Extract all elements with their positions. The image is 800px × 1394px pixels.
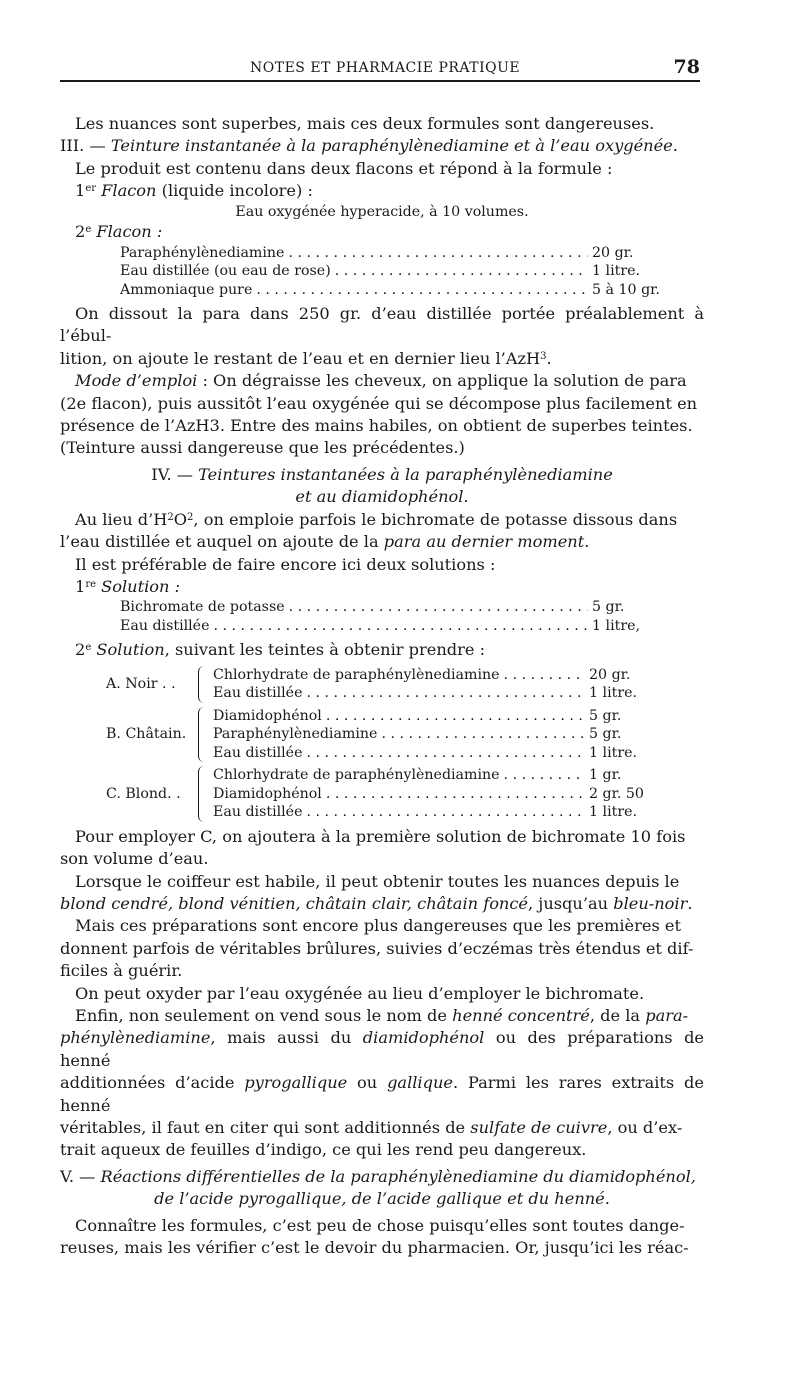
italic-text: sulfate de cuivre: [470, 1118, 608, 1137]
ingredient: Chlorhydrate de paraphénylènediamine: [213, 666, 500, 683]
section-heading-v: [60, 1166, 704, 1188]
italic-text: diamidophénol: [362, 1028, 485, 1048]
text: ou: [347, 1073, 388, 1093]
ordinal: 1: [75, 576, 86, 596]
header-title: NOTES ET PHARMACIE PRATIQUE: [250, 60, 521, 76]
paragraph: [60, 370, 704, 392]
text: , mais aussi du: [210, 1028, 363, 1048]
ingredient: Ammoniaque pure: [120, 281, 253, 298]
heading-number: III. —: [60, 136, 106, 156]
quantity: 20 gr.: [592, 244, 634, 261]
text: .: [546, 348, 552, 368]
paragraph: Les nuances sont superbes, mais ces deux formules sont dangereuses.: [75, 114, 655, 133]
heading-number: V. —: [60, 1166, 96, 1186]
recipe-row: [213, 766, 657, 785]
section-heading-iv: [60, 464, 704, 486]
superscript: 2: [167, 511, 174, 523]
text: , ou d’ex-: [607, 1118, 683, 1137]
heading-number: IV. —: [151, 464, 193, 484]
recipe-row: [120, 281, 660, 300]
flacon-desc: (liquide incolore) :: [161, 181, 313, 201]
paragraph-cont: [60, 1117, 704, 1139]
paragraph-cont: [60, 893, 704, 915]
leader-dots: [326, 707, 585, 726]
text: : On dégraisse les cheveux, on applique la solution de para: [197, 371, 687, 391]
quantity: 1 litre.: [592, 263, 641, 280]
superscript: 2: [187, 511, 194, 523]
page-body: [60, 113, 704, 1259]
recipe-row: [213, 785, 657, 804]
ordinal-sup: re: [85, 578, 97, 590]
italic-text: para au dernier moment: [383, 532, 585, 552]
ordinal: 2: [75, 640, 86, 660]
quantity: 5 gr.: [589, 726, 622, 743]
heading-title: Teinture instantanée à la paraphénylènediamine et à l’eau oxygénée.: [110, 136, 678, 156]
section-heading-iii: [60, 135, 704, 157]
shade-group-c: [106, 766, 704, 822]
flacon-label: Flacon :: [96, 222, 163, 242]
paragraph-cont: (Teinture aussi dangereuse que les précédentes.): [60, 438, 465, 458]
quantity: 1 litre.: [589, 804, 638, 821]
text: Au lieu d’H: [75, 509, 168, 529]
text: additionnées d’acide: [60, 1073, 245, 1093]
paragraph: Connaître les formules, c’est peu de chose puisqu’elles sont toutes dange-: [75, 1215, 685, 1235]
quantity: 1 litre.: [589, 685, 638, 702]
text: .: [584, 532, 590, 552]
paragraph-cont: (2e flacon), puis aussitôt l’eau oxygénée qui se décompose plus facilement en: [60, 393, 698, 413]
flacon-1-content: Eau oxygénée hyperacide, à 10 volumes.: [235, 203, 529, 220]
ingredient: Diamidophénol: [213, 785, 322, 802]
flacon-label: Flacon: [101, 181, 157, 201]
italic-text: para-: [645, 1005, 689, 1025]
leader-dots: [504, 766, 585, 785]
italic-text: blond cendré, blond vénitien, châtain clair, châtain foncé: [60, 893, 529, 913]
paragraph-cont: [60, 1027, 704, 1072]
leader-dots: [381, 725, 585, 744]
ingredient: Eau distillée: [213, 744, 303, 761]
paragraph: Lorsque le coiffeur est habile, il peut obtenir toutes les nuances depuis le: [75, 871, 680, 891]
italic-text: henné concentré: [452, 1005, 590, 1025]
brace: [198, 707, 209, 763]
text: , suivant les teintes à obtenir prendre :: [164, 640, 486, 660]
quantity: 1 litre,: [592, 617, 641, 634]
heading-title: Teintures instantanées à la paraphénylènediamine: [198, 464, 613, 484]
paragraph: [60, 509, 704, 531]
text: ou des préparations de henné: [60, 1028, 705, 1070]
paragraph-cont: trait aqueux de feuilles d’indigo, ce qui les rend peu dangereux.: [60, 1140, 587, 1160]
shade-group-b: [106, 707, 704, 763]
quantity: 5 gr.: [592, 599, 625, 616]
italic-text: bleu-noir: [613, 893, 688, 913]
ingredient: Eau distillée (ou eau de rose): [120, 263, 331, 280]
paragraph-cont: [60, 348, 704, 370]
superscript: 3: [540, 350, 547, 362]
ingredient: Eau distillée: [213, 685, 303, 702]
text: .: [687, 893, 693, 913]
ordinal: 2: [75, 222, 86, 242]
text: O: [173, 509, 188, 529]
solution-label: Solution: [96, 640, 165, 660]
quantity: 5 gr.: [589, 707, 622, 724]
ingredient: Eau distillée: [213, 804, 303, 821]
text: Enfin, non seulement on vend sous le nom de: [75, 1005, 453, 1025]
paragraph-cont: ficiles à guérir.: [60, 961, 183, 981]
shade-label: A. Noir . .: [106, 675, 176, 692]
paragraph: Pour employer C, on ajoutera à la première solution de bichromate 10 fois: [75, 826, 686, 846]
paragraph: Le produit est contenu dans deux flacons et répond à la formule :: [75, 158, 613, 178]
italic-text: gallique: [387, 1073, 453, 1093]
ordinal-sup: er: [85, 183, 97, 195]
recipe-row: [120, 244, 660, 263]
paragraph-cont: [60, 1072, 704, 1117]
recipe-row: [120, 262, 660, 281]
text: . Parmi les rares extraits de henné: [60, 1073, 704, 1115]
leader-dots: [326, 785, 585, 804]
ingredient: Eau distillée: [120, 617, 210, 634]
recipe-row: [213, 684, 657, 703]
paragraph-cont: [60, 531, 704, 553]
paragraph-cont: donnent parfois de véritables brûlures, suivies d’eczémas très étendus et dif-: [60, 938, 694, 958]
mode-label: Mode d’emploi: [75, 371, 198, 391]
text: , de la: [589, 1005, 646, 1025]
quantity: 1 gr.: [589, 767, 622, 784]
solution-2-line: [60, 639, 704, 661]
recipe-row: [120, 598, 660, 617]
italic-text: pyrogallique: [244, 1073, 348, 1093]
paragraph: On peut oxyder par l’eau oxygénée au lieu d’employer le bichromate.: [75, 983, 645, 1003]
recipe-row: [213, 803, 657, 822]
recipe-solution-1: [60, 598, 660, 635]
ingredient: Chlorhydrate de paraphénylènediamine: [213, 767, 500, 784]
paragraph: Il est préférable de faire encore ici deux solutions :: [75, 554, 496, 574]
paragraph: Mais ces préparations sont encore plus dangereuses que les premières et: [75, 916, 681, 936]
flacon-2-line: [60, 221, 704, 243]
ingredient: Bichromate de potasse: [120, 599, 285, 616]
leader-dots: [256, 281, 588, 300]
ordinal-sup: e: [85, 224, 92, 236]
heading-title-cont: et au diamidophénol.: [295, 487, 469, 507]
leader-dots: [504, 666, 585, 685]
running-header: [60, 58, 700, 82]
page-number: 78: [673, 56, 700, 78]
shade-group-a: [106, 666, 704, 703]
text: véritables, il faut en citer qui sont additionnés de: [60, 1118, 471, 1137]
recipe-row: [120, 617, 660, 636]
recipe-row: [213, 707, 657, 726]
ordinal: 1: [75, 181, 86, 201]
quantity: 20 gr.: [589, 666, 631, 683]
quantity: 5 à 10 gr.: [592, 281, 660, 298]
heading-title-cont: de l’acide pyrogallique, de l’acide gallique et du henné.: [154, 1189, 610, 1209]
quantity: 1 litre.: [589, 744, 638, 761]
leader-dots: [289, 598, 588, 617]
ingredient: Diamidophénol: [213, 707, 322, 724]
paragraph-cont: présence de l’AzH3. Entre des mains habiles, on obtient de superbes teintes.: [60, 416, 693, 436]
recipe-row: [213, 725, 657, 744]
leader-dots: [306, 803, 585, 822]
solution-label: Solution :: [101, 576, 181, 596]
shade-label: C. Blond. .: [106, 785, 181, 802]
leader-dots: [335, 262, 588, 281]
paragraph: On dissout la para dans 250 gr. d’eau distillée portée préalablement à l’ébul-: [60, 304, 704, 346]
heading-title: Réactions différentielles de la paraphénylènediamine du diamidophénol,: [100, 1166, 696, 1186]
text: , on emploie parfois le bichromate de potasse dissous dans: [193, 509, 678, 529]
paragraph-cont: reuses, mais les vérifier c’est le devoir du pharmacien. Or, jusqu’ici les réac-: [60, 1238, 689, 1258]
italic-text: phénylènediamine: [60, 1028, 211, 1048]
leader-dots: [288, 244, 588, 263]
text: lition, on ajoute le restant de l’eau et en dernier lieu l’AzH: [60, 348, 541, 368]
flacon-1-line: [60, 180, 704, 202]
leader-dots: [213, 617, 588, 636]
text: l’eau distillée et auquel on ajoute de la: [60, 532, 384, 552]
ordinal-sup: e: [85, 642, 92, 654]
ingredient: Paraphénylènediamine: [120, 244, 285, 261]
paragraph-cont: son volume d’eau.: [60, 849, 209, 869]
quantity: 2 gr. 50: [589, 785, 644, 802]
leader-dots: [306, 744, 585, 763]
recipe-row: [213, 744, 657, 763]
solution-1-line: [60, 576, 704, 598]
text: , jusqu’au: [528, 893, 614, 913]
paragraph: [60, 1005, 704, 1027]
recipe-row: [213, 666, 657, 685]
shade-label: B. Châtain.: [106, 726, 187, 743]
brace: [198, 766, 209, 822]
brace: [198, 666, 209, 703]
recipe-flacon-2: [60, 244, 660, 300]
leader-dots: [306, 684, 585, 703]
ingredient: Paraphénylènediamine: [213, 726, 378, 743]
